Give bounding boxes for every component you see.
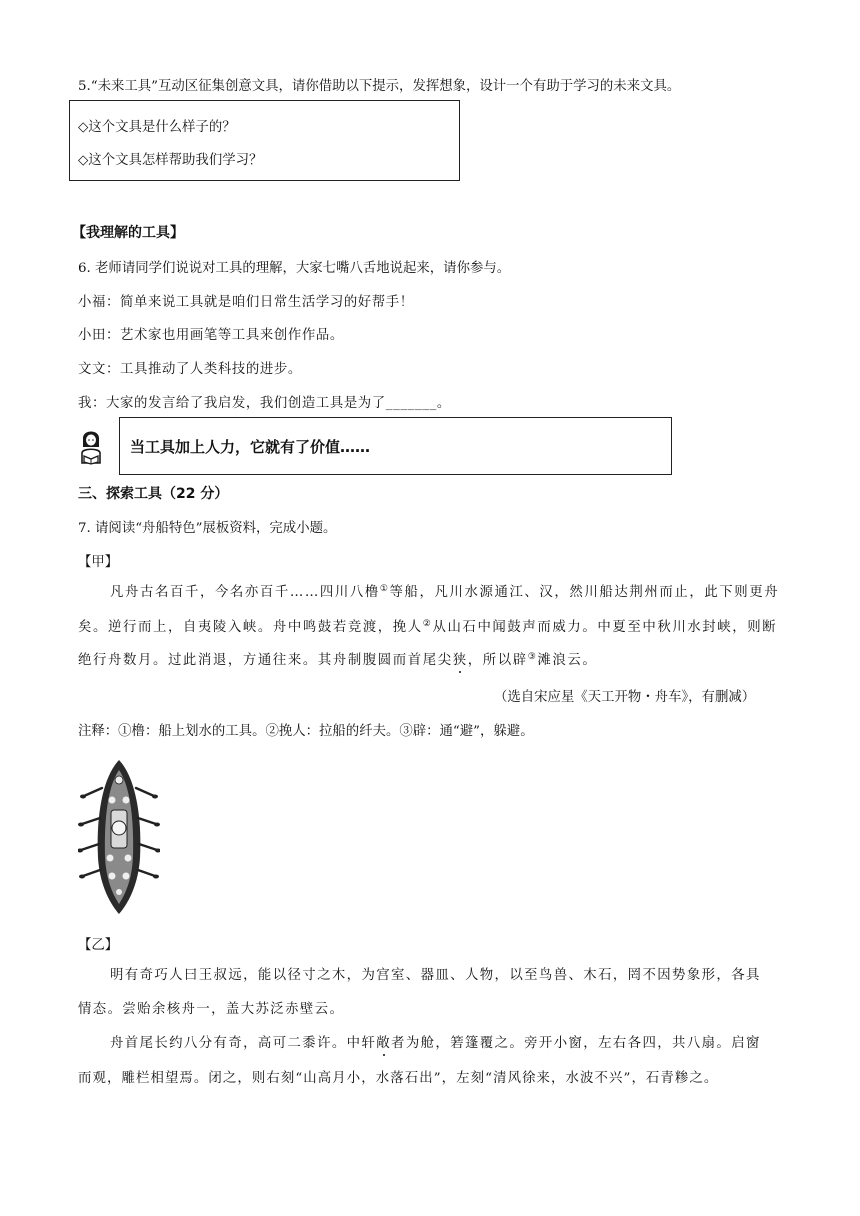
q5-hint-1: ◇这个文具是什么样子的？ (78, 120, 236, 135)
yi-p2-line-2: 而观，雕栏相望焉。闭之，则右刻“山高月小，水落石出”，左刻“清风徐来，水波不兴”，石青糁之。 (78, 1071, 719, 1086)
q6-prompt: 6. 老师请同学们说说对工具的理解，大家七嘴八舌地说起来，请你参与。 (78, 261, 511, 276)
q7-prompt: 7. 请阅读“舟船特色”展板资料，完成小题。 (78, 521, 337, 536)
q6-line-me: 我：大家的发言给了我启发，我们创造工具是为了_______。 (78, 396, 451, 411)
boat-illustration (78, 758, 160, 916)
yi-p2-line-1: 舟首尾长约八分有奇，高可二黍许。中轩敞者为舱，箬篷覆之。旁开小窗，左右各四，共八扇。启窗 (110, 1036, 761, 1051)
q6-line-xiaotian: 小田：艺术家也用画笔等工具来创作作品。 (78, 328, 344, 343)
q6-line-xiaofu: 小福：简单来说工具就是咱们日常生活学习的好帮手！ (78, 295, 414, 310)
yi-label: 【乙】 (78, 938, 119, 953)
jia-line-3: 绝行舟数月。过此消退，方通往来。其舟制腹圆而首尾尖狭，所以辟③滩浪云。 (78, 652, 598, 668)
section-3-heading: 三、探索工具（22 分） (78, 486, 229, 502)
q6-line-wenwen: 文文：工具推动了人类科技的进步。 (78, 362, 302, 377)
q5-hint-2: ◇这个文具怎样帮助我们学习？ (78, 153, 263, 168)
jia-notes: 注释：①橹：船上划水的工具。②挽人：拉船的纤夫。③辟：通“避”，躲避。 (78, 724, 534, 739)
jia-label: 【甲】 (78, 555, 119, 570)
yi-p1-line-2: 情态。尝贻余核舟一，盖大苏泛赤壁云。 (78, 1002, 345, 1017)
girl-reading-icon (78, 425, 104, 465)
yi-p1-line-1: 明有奇巧人曰王叔远，能以径寸之木，为宫室、器皿、人物，以至鸟兽、木石，罔不因势象形，各具 (110, 968, 761, 983)
emphasis-dot-xia: 狭 (452, 653, 468, 668)
section-understand-heading: 【我理解的工具】 (72, 225, 184, 241)
q6-quote-box (119, 417, 672, 475)
jia-source: （选自宋应星《天工开物・舟车》，有删减） (494, 690, 756, 705)
emphasis-dot-chang: 敞 (376, 1036, 392, 1051)
jia-line-1: 凡舟古名百千，今名亦百千……四川八橹①等船，凡川水源通江、汉，然川船达荆州而止，此下则更舟 (110, 584, 780, 600)
q5-prompt: 5.“未来工具”互动区征集创意文具，请你借助以下提示，发挥想象，设计一个有助于学习的未来文具。 (78, 79, 681, 94)
q6-quote: 当工具加上人力，它就有了价值…… (130, 438, 371, 456)
jia-line-2: 矣。逆行而上，自夷陵入峡。舟中鸣鼓若竞渡，挽人②从山石中闻鼓声而威力。中夏至中秋川水封峡，则断 (78, 619, 778, 635)
q5-hint-box (69, 100, 460, 181)
